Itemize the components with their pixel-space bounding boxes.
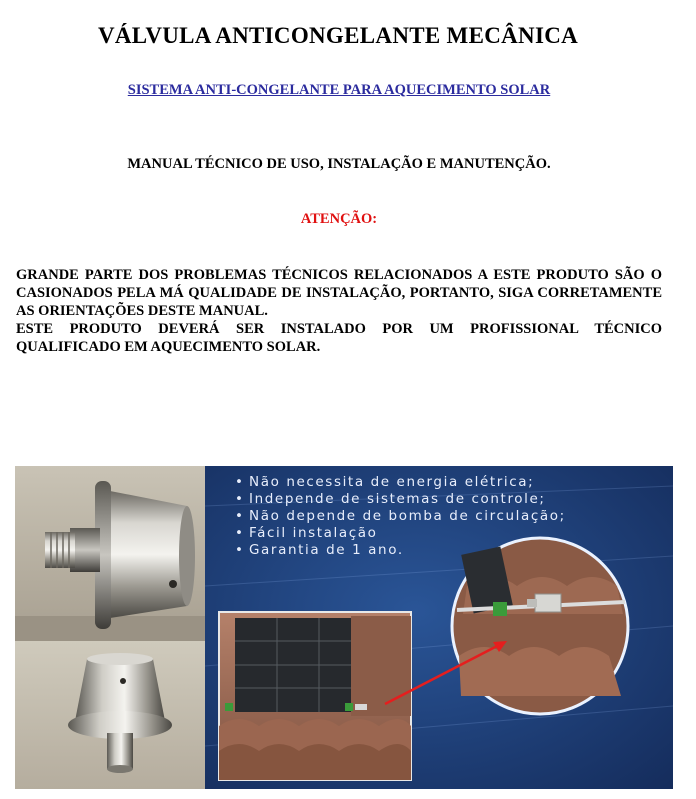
valve-top-photo (15, 641, 205, 789)
warning-text (16, 266, 662, 356)
attention-label: ATENÇÃO: (300, 211, 378, 227)
feature-item: • Não necessita de energia elétrica; (235, 474, 535, 490)
roof-installation-photo (219, 612, 411, 780)
warning-paragraph-2: ESTE PRODUTO DEVERÁ SER INSTALADO POR UM PROFISSIONAL TÉCNICO QUALIFICADO EM AQUECIMENTO SOLAR. (16, 321, 662, 355)
feature-item: • Garantia de 1 ano. (235, 542, 404, 558)
promo-banner (205, 466, 673, 789)
valve-side-photo (15, 466, 205, 641)
valve-detail-circle (452, 538, 628, 714)
warning-paragraph-1: GRANDE PARTE DOS PROBLEMAS TÉCNICOS RELACIONADOS A ESTE PRODUTO SÃO O CASIONADOS PELA MÁ QUALIDADE DE INSTALAÇÃO, PORTANTO, SIGA CORRETAMENTE AS ORIENTAÇÕES DESTE MANUAL. (16, 267, 662, 319)
document-subtitle: SISTEMA ANTI-CONGELANTE PARA AQUECIMENTO SOLAR (127, 82, 551, 98)
feature-list (235, 474, 566, 559)
document-title: VÁLVULA ANTICONGELANTE MECÂNICA (97, 23, 579, 49)
feature-item: • Fácil instalação (235, 525, 378, 541)
feature-item: • Não depende de bomba de circulação; (235, 508, 566, 524)
feature-item: • Independe de sistemas de controle; (235, 491, 546, 507)
manual-heading: MANUAL TÉCNICO DE USO, INSTALAÇÃO E MANUTENÇÃO. (127, 156, 551, 172)
product-photo-panel (15, 466, 673, 789)
